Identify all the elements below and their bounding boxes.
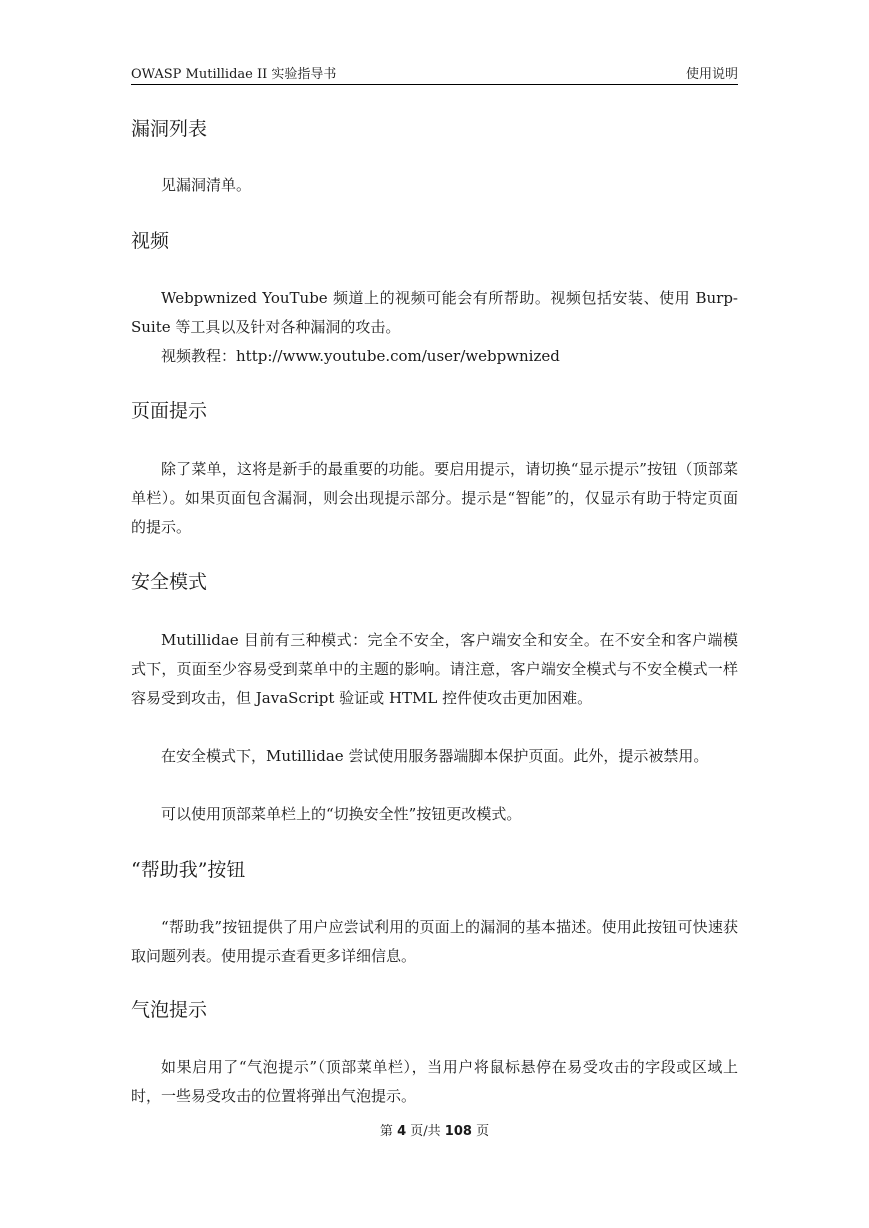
heading-page-hints: 页面提示 <box>131 400 208 422</box>
paragraph-bubble-hints: 如果启用了“气泡提示”（顶部菜单栏），当用户将鼠标悬停在易受攻击的字段或区域上时，一些易受攻击的位置将弹出气泡提示。 <box>131 1058 738 1105</box>
paragraph-security-mode-2: 在安全模式下，Mutillidae 尝试使用服务器端脚本保护页面。此外，提示被禁用。 <box>161 747 709 765</box>
paragraph-security-mode-3: 可以使用顶部菜单栏上的“切换安全性”按钮更改模式。 <box>161 805 522 823</box>
footer-middle: 页/共 <box>410 1124 441 1139</box>
paragraph-video-1: Webpwnized YouTube 频道上的视频可能会有所帮助。视频包括安装、使用 Burp-Suite 等工具以及针对各种漏洞的攻击。 <box>131 289 738 336</box>
footer-page-number: 4 <box>397 1124 407 1139</box>
page-footer <box>0 1120 869 1139</box>
paragraph-help-me: “帮助我”按钮提供了用户应尝试利用的页面上的漏洞的基本描述。使用此按钮可快速获取问题列表。使用提示查看更多详细信息。 <box>131 918 738 965</box>
heading-security-mode: 安全模式 <box>131 571 208 593</box>
heading-help-me: “帮助我”按钮 <box>131 859 246 881</box>
paragraph-page-hints: 除了菜单，这将是新手的最重要的功能。要启用提示，请切换“显示提示”按钮（顶部菜单栏）。如果页面包含漏洞，则会出现提示部分。提示是“智能”的，仅显示有助于特定页面的提示。 <box>131 460 738 536</box>
header-section: 使用说明 <box>685 67 738 82</box>
page-header <box>131 62 738 85</box>
paragraph-vuln-list: 见漏洞清单。 <box>161 176 252 194</box>
footer-suffix: 页 <box>476 1124 490 1139</box>
heading-bubble-hints: 气泡提示 <box>131 999 208 1021</box>
heading-vuln-list: 漏洞列表 <box>131 118 208 140</box>
paragraph-video-2: 视频教程：http://www.youtube.com/user/webpwnized <box>161 347 560 365</box>
footer-total-pages: 108 <box>444 1124 472 1139</box>
paragraph-security-mode-1: Mutillidae 目前有三种模式：完全不安全，客户端安全和安全。在不安全和客户端模式下，页面至少容易受到菜单中的主题的影响。请注意，客户端安全模式与不安全模式一样容易受到攻击，但 JavaScript 验证或 HTML 控件使攻击更加困难。 <box>131 631 738 707</box>
header-title: OWASP Mutillidae II 实验指导书 <box>131 67 337 82</box>
heading-video: 视频 <box>131 230 170 252</box>
footer-prefix: 第 <box>379 1124 393 1139</box>
